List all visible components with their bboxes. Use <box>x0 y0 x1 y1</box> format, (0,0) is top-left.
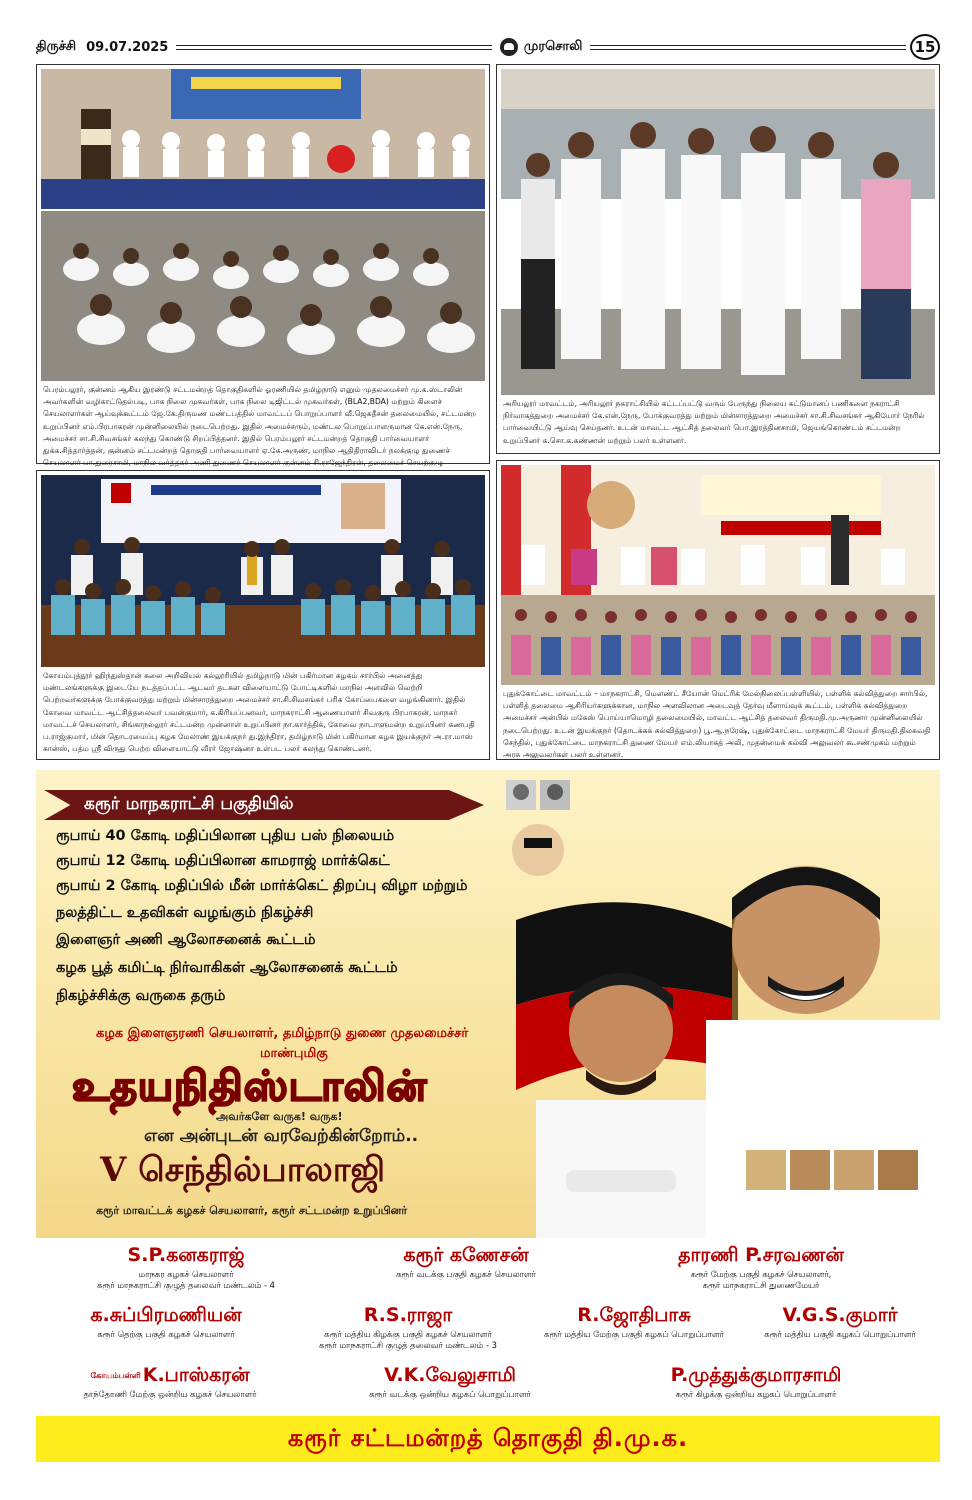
supporter-4 <box>56 1304 276 1340</box>
story-3-photo-art <box>41 475 485 667</box>
ad-line-5: இளைஞர் அணி ஆலோசனைக் கூட்டம் <box>56 932 316 948</box>
supporter-role: கரூர் மாநகராட்சி குழுத் தலைவர் மண்டலம் - 4 <box>97 1280 275 1290</box>
supporter-8 <box>50 1364 290 1400</box>
supporter-3 <box>636 1244 886 1291</box>
supporter-name: க.சுப்பிரமணியன் <box>90 1304 242 1326</box>
ad-line-6: கழக பூத் கமிட்டி நிர்வாகிகள் ஆலோசனைக் கூட்டம் <box>56 960 398 976</box>
supporter-role: கரூர் மத்திய பகுதி கழகப் பொறுப்பாளர் <box>764 1329 916 1339</box>
supporter-name <box>50 1364 290 1389</box>
paper-name: முரசொலி <box>523 39 583 54</box>
supporter-10 <box>616 1364 896 1400</box>
story-2-photo <box>501 69 935 395</box>
supporter-role: கரூர் மாநகராட்சி துணைமேயர் <box>702 1280 820 1290</box>
supporter-name: V.G.S.குமார் <box>782 1304 898 1326</box>
story-4-photo <box>501 465 935 685</box>
news-story-3 <box>36 470 490 760</box>
supporter-role: கரூர் தெற்கு பகுதி கழகச் செயலாளர் <box>97 1329 235 1339</box>
supporter-name: R.S.ராஜா <box>363 1304 453 1326</box>
ad-line-2: ரூபாய் 12 கோடி மதிப்பிலான காமராஜ் மார்க்கெட் <box>56 853 390 869</box>
supporter-name: கரூர் கணேசன் <box>403 1244 529 1266</box>
rising-sun-logo-icon <box>500 38 518 56</box>
news-story-4 <box>496 460 940 760</box>
guest-name: உதயநிதிஸ்டாலின் <box>72 1062 428 1110</box>
masthead-rule-left <box>176 45 492 50</box>
supporter-role: தாந்தோணி மேற்கு ஒன்றிய கழகச் செயலாளர் <box>83 1389 257 1399</box>
story-4-caption: புதுக்கோட்டை மாவட்டம் – மாநகராட்சி, மௌண்ட் சீயோன் மெட்ரிக் மேல்நிலைப்பள்ளியில், பள்ளிக் கல்வித்துறை சார்பில், பள்ளித் தலைமை ஆசிரியர்களுக்கான, மாநில அளவிலான அடைவுத் தேர்வு மீளாய்வுக் கூட்டம், பள்ளிக் கல்வித்துறை அமைச்சர் அன்பில் மகேஸ் பொய்யாமொழி தலைமையில், மாவட்ட ஆட்சித் தலைவர் திருமதி.மு.அருணா முன்னிலையில் நடைபெற்றது. உடன் இயக்குநர் (தொடக்கக் கல்வித்துறை) பூ.ஆ.நரேஷ், புதுக்கோட்டை மாநகராட்சி மேயர் திருமதி.திலகவதி செந்தில், புதுக்கோட்டை மாநகராட்சி துணை மேயர் எம்.லியாகத் அலி, முதன்மைக் கல்வி அலுவலர் கூ.சண்முகம் மற்றும் அரசு அலுவலர்கள் பலர் உள்ளனர். <box>503 689 931 760</box>
supporter-role: கரூர் வடக்கு ஒன்றிய கழகப் பொறுப்பாளர் <box>369 1389 531 1399</box>
supporter-role: மாநகர கழகச் செயலாளர் <box>138 1269 234 1279</box>
leader-thumbnails <box>506 780 570 876</box>
constituency-footer <box>36 1416 940 1462</box>
supporter-role: கரூர் வடக்கு பகுதி கழகச் செயலாளர் <box>396 1269 536 1279</box>
news-story-2 <box>496 64 940 454</box>
supporter-role: கரூர் மத்திய கிழக்கு பகுதி கழகச் செயலாளர் <box>324 1329 492 1339</box>
supporter-1 <box>76 1244 296 1291</box>
supporter-name: R.ஜோதிபாசு <box>577 1304 691 1326</box>
supporter-role: கரூர் கிழக்கு ஒன்றிய கழகப் பொறுப்பாளர் <box>675 1389 837 1399</box>
host-role: கரூர் மாவட்டக் கழகச் செயலாளர், கரூர் சட்டமன்ற உறுப்பினர் <box>96 1204 408 1217</box>
ad-portrait-art <box>506 770 940 1238</box>
story-3-photo <box>41 475 485 667</box>
edition-date: 09.07.2025 <box>86 39 169 55</box>
supporter-9 <box>340 1364 560 1400</box>
ad-line-3: ரூபாய் 2 கோடி மதிப்பில் மீன் மார்க்கெட் திறப்பு விழா மற்றும் <box>56 878 468 894</box>
supporter-name-text: K.பாஸ்கரன் <box>142 1364 250 1386</box>
supporter-role: கரூர் மேற்கு பகுதி கழகச் செயலாளர், <box>690 1269 832 1279</box>
host-name: V செந்தில்பாலாஜி <box>100 1150 386 1190</box>
supporter-prefix: கோயம்பள்ளி <box>90 1370 141 1380</box>
ad-line-7: நிகழ்ச்சிக்கு வருகை தரும் <box>56 988 226 1004</box>
supporter-5 <box>298 1304 518 1351</box>
story-3-caption: கோயம்புத்தூர் ஹிந்துஸ்தான் கலை அறிவியல் கல்லூரியில் தமிழ்நாடு மின் பகிர்மான கழகம் சார்பில் அனைத்து மண்டலங்களுக்கு இடையே நடத்தப்பட்ட ஆடவர் தடகள விளையாட்டு போட்டிகளில் மாநில அளவில் வெற்றி பெற்றவர்களுக்கு போக்குவரத்து மற்றும் மின்சாரத்துறை அமைச்சர் சா.சி.சிவசங்கர் பரிசு கோப்பைகளை வழங்கினார். இதில் கோவை மாவட்ட ஆட்சித்தலைவர் பவன்குமார், க.கிரியப்பனவர், மாநகராட்சி ஆணையாளர் சிவகுரு பிரபாகரன், மாநகர் மாவட்டச் செயலாளர், சிங்காநல்லூர் சட்டமன்ற முன்னாள் உறுப்பினர் நா.கார்த்திக், கோவை நாடாளுமன்ற உறுப்பினர் கணபதி ப.ராஜ்குமார், மின் தொடரமைப்பு கழக மேலாண் இயக்குநர் து.இந்திரா, தமிழ்நாடு மின் பகிர்மான கழக இயக்குநர் அ.ரா.மாஸ் கான்ஸ், பத்ம ஸ்ரீ விருது பெற்ற விளையாட்டு வீரர் ஜோஷ்னா உள்பட பலர் கலந்து கொண்டனர். <box>43 671 475 754</box>
story-2-photo-art <box>501 69 935 395</box>
supporters-list <box>36 1240 940 1406</box>
welcome-long: என அன்புடன் வரவேற்கின்றோம்.. <box>144 1126 419 1146</box>
welcome-advertisement <box>36 770 940 1238</box>
story-2-caption: அரியலூர் மாவட்டம், அரியலூர் நகராட்சியில் கட்டப்பட்டு வரும் பேருந்து நிலைய கட்டுமானப் பணிகளை நகராட்சி நிர்வாகத்துறை அமைச்சர் கே.என்.நேரு, போக்குவரத்து மற்றும் மின்சாரத்துறை அமைச்சர் சா.சி.சிவசங்கர் ஆகியோர் நேரில் பார்வையிட்டு ஆய்வு செய்தனர். உடன் மாவட்ட ஆட்சித் தலைவர் பொ.இரத்தினசாமி, ஜெயங்கொண்டம் சட்டமன்ற உறுப்பினர் க.சொ.க.கண்ணன் மற்றும் பலர் உள்ளனர். <box>503 399 925 445</box>
story-1-photo-art <box>41 69 485 381</box>
supporter-name: தாரணி P.சரவணன் <box>678 1244 844 1266</box>
welcome-short: அவர்களே வருக! வருக! <box>216 1110 343 1123</box>
supporter-7 <box>750 1304 930 1340</box>
paper-name-block <box>492 38 591 56</box>
supporter-name: V.K.வேலுசாமி <box>384 1364 516 1386</box>
news-story-1 <box>36 64 490 468</box>
edition-city: திருச்சி <box>36 39 77 54</box>
supporter-6 <box>534 1304 734 1340</box>
supporter-name: S.P.கனகராஜ் <box>127 1244 245 1266</box>
guest-role: கழக இளைஞரணி செயலாளர், தமிழ்நாடு துணை முதலமைச்சர் <box>96 1026 469 1041</box>
supporter-role: கரூர் மத்திய மேற்கு பகுதி கழகப் பொறுப்பாளர் <box>544 1329 724 1339</box>
story-1-caption: பெரம்பலூர், குன்னம் ஆகிய இரண்டு சட்டமன்றத் தொகுதிகளில் ஓரணியில் தமிழ்நாடு எனும் முதலமைச்சர் மு.க.ஸ்டாலின் அவர்களின் வழிகாட்டுதல்படி, பாக நிலை முகவர்கள், பாக நிலை டிஜிட்டல் முகவர்கள், (BLA2,BDA) மற்றும் கிளைச் செயலாளர்கள் ஆய்வுக்கூட்டம் ஜே.கே.திருமண மண்டபத்தில் மாவட்டப் பொறுப்பாளர் வீ.ஜெகதீசன் தலைமையில், சட்டமன்ற உறுப்பினர் எம்.பிரபாகரன் முன்னிலையில் நடைபெற்றது. இதில் அமைச்சரும், மண்டல பொறுப்பாளருமான கே.என்.நேரு, அமைச்சர் சா.சி.சிவசங்கர் கலந்து கொண்டு சிறப்பித்தனர். இதில் பெரம்பலூர் சட்டமன்றத் தொகுதி பார்வையாளர் துக்க.சித்தார்த்தன், குன்னம் சட்டமன்றத் தொகுதி பார்வையாளர் ஏ.கே.அருண், மாநில ஆதிதிராவிடர் நலக்குழு துணைச் செயலாளர் பா.துரைசாமி, மாநில வர்த்தகர் அணி துணைச் செயலாளர் குன்னம் சி.ராஜேந்திரன், தலைமைச் செயற்குழு <box>43 385 477 468</box>
story-4-photo-art <box>501 465 935 685</box>
supporter-2 <box>356 1244 576 1280</box>
ad-header-banner <box>44 790 484 820</box>
guest-honorific: மாண்புமிகு <box>260 1046 328 1061</box>
supporter-role: கரூர் மாநகராட்சி குழுத் தலைவர் மண்டலம் - 3 <box>319 1340 497 1350</box>
supporter-name: P.முத்துக்குமாரசாமி <box>670 1364 842 1386</box>
masthead-rule-right <box>590 45 906 50</box>
masthead <box>36 34 940 60</box>
story-1-photo <box>41 69 485 381</box>
ad-line-4: நலத்திட்ட உதவிகள் வழங்கும் நிகழ்ச்சி <box>56 905 314 921</box>
ad-line-1: ரூபாய் 40 கோடி மதிப்பிலான புதிய பஸ் நிலையம் <box>56 828 395 844</box>
ad-header-text: கரூர் மாநகராட்சி பகுதியில் <box>84 794 294 814</box>
page-number: 15 <box>910 34 940 60</box>
constituency-footer-text: கரூர் சட்டமன்றத் தொகுதி தி.மு.க. <box>287 1423 689 1452</box>
